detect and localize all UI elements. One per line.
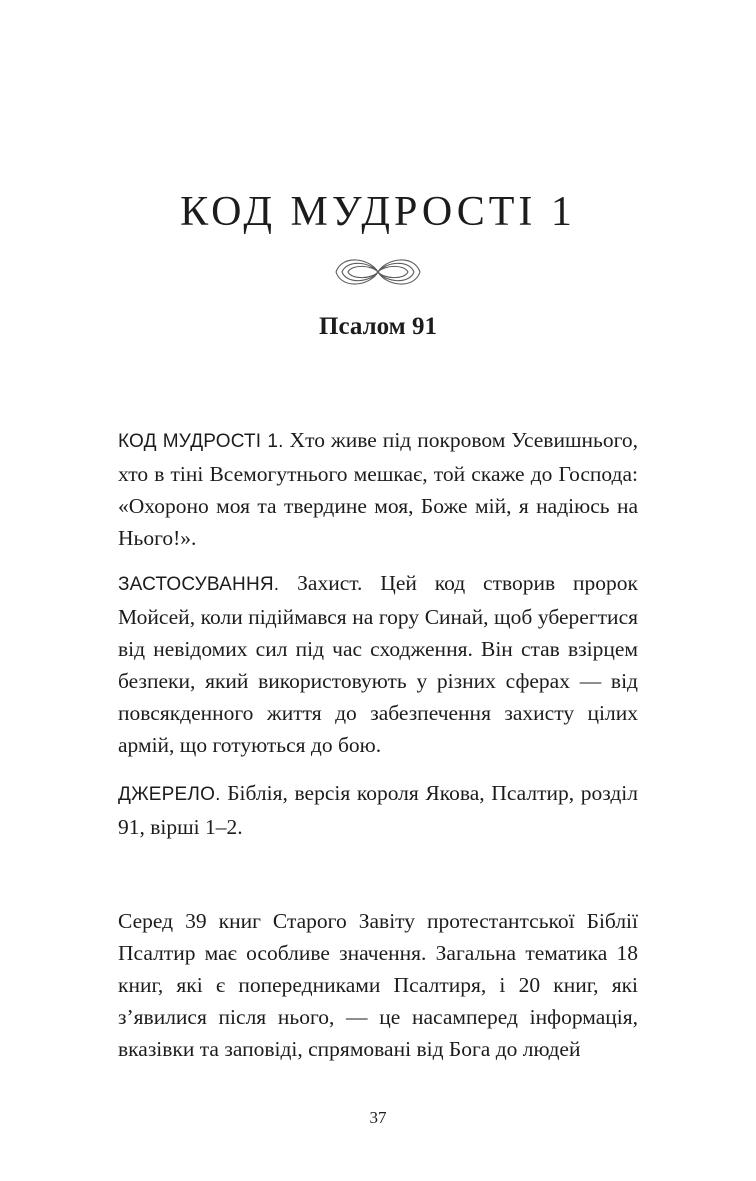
- wisdom-code-paragraph: [118, 424, 638, 554]
- source-text: Біблія, версія короля Якова, Псалтир, розділ 91, вірші 1–2.: [118, 781, 638, 839]
- chapter-title: КОД МУДРОСТІ 1: [180, 189, 576, 235]
- source-paragraph: [118, 777, 638, 843]
- main-paragraph: Серед 39 книг Старого Завіту протестантської Біблії Псалтир має особливе значення. Загальна тематика 18 книг, які є попередниками Псалтиря, і 20 книг, які з’явилися після нього, — це насамперед інформація, вказівки та заповіді, спрямовані від Бога до людей: [118, 909, 638, 1061]
- wisdom-code-text: Хто живе під покровом Усевишнього, хто в тіні Всемогутнього мешкає, той скаже до Господа: «Охороно моя та твердине моя, Боже мій, я надіюсь на Нього!».: [118, 428, 638, 550]
- wisdom-code-label: КОД МУДРОСТІ 1.: [118, 431, 284, 452]
- page-number: 37: [369, 1108, 387, 1127]
- application-text: Захист. Цей код створив пророк Мойсей, коли підіймався на гору Синай, щоб уберегтися від невідомих сил під час сходження. Він став взірцем безпеки, який використовують у різних сферах — від повсякденного життя до забезпечення захисту цілих армій, що готуються до бою.: [118, 571, 638, 757]
- chapter-subtitle: Псалом 91: [319, 313, 437, 340]
- application-label: ЗАСТОСУВАННЯ.: [118, 574, 280, 595]
- infinity-icon: [330, 250, 426, 294]
- source-label: ДЖЕРЕЛО.: [118, 784, 221, 805]
- application-paragraph: [118, 567, 638, 761]
